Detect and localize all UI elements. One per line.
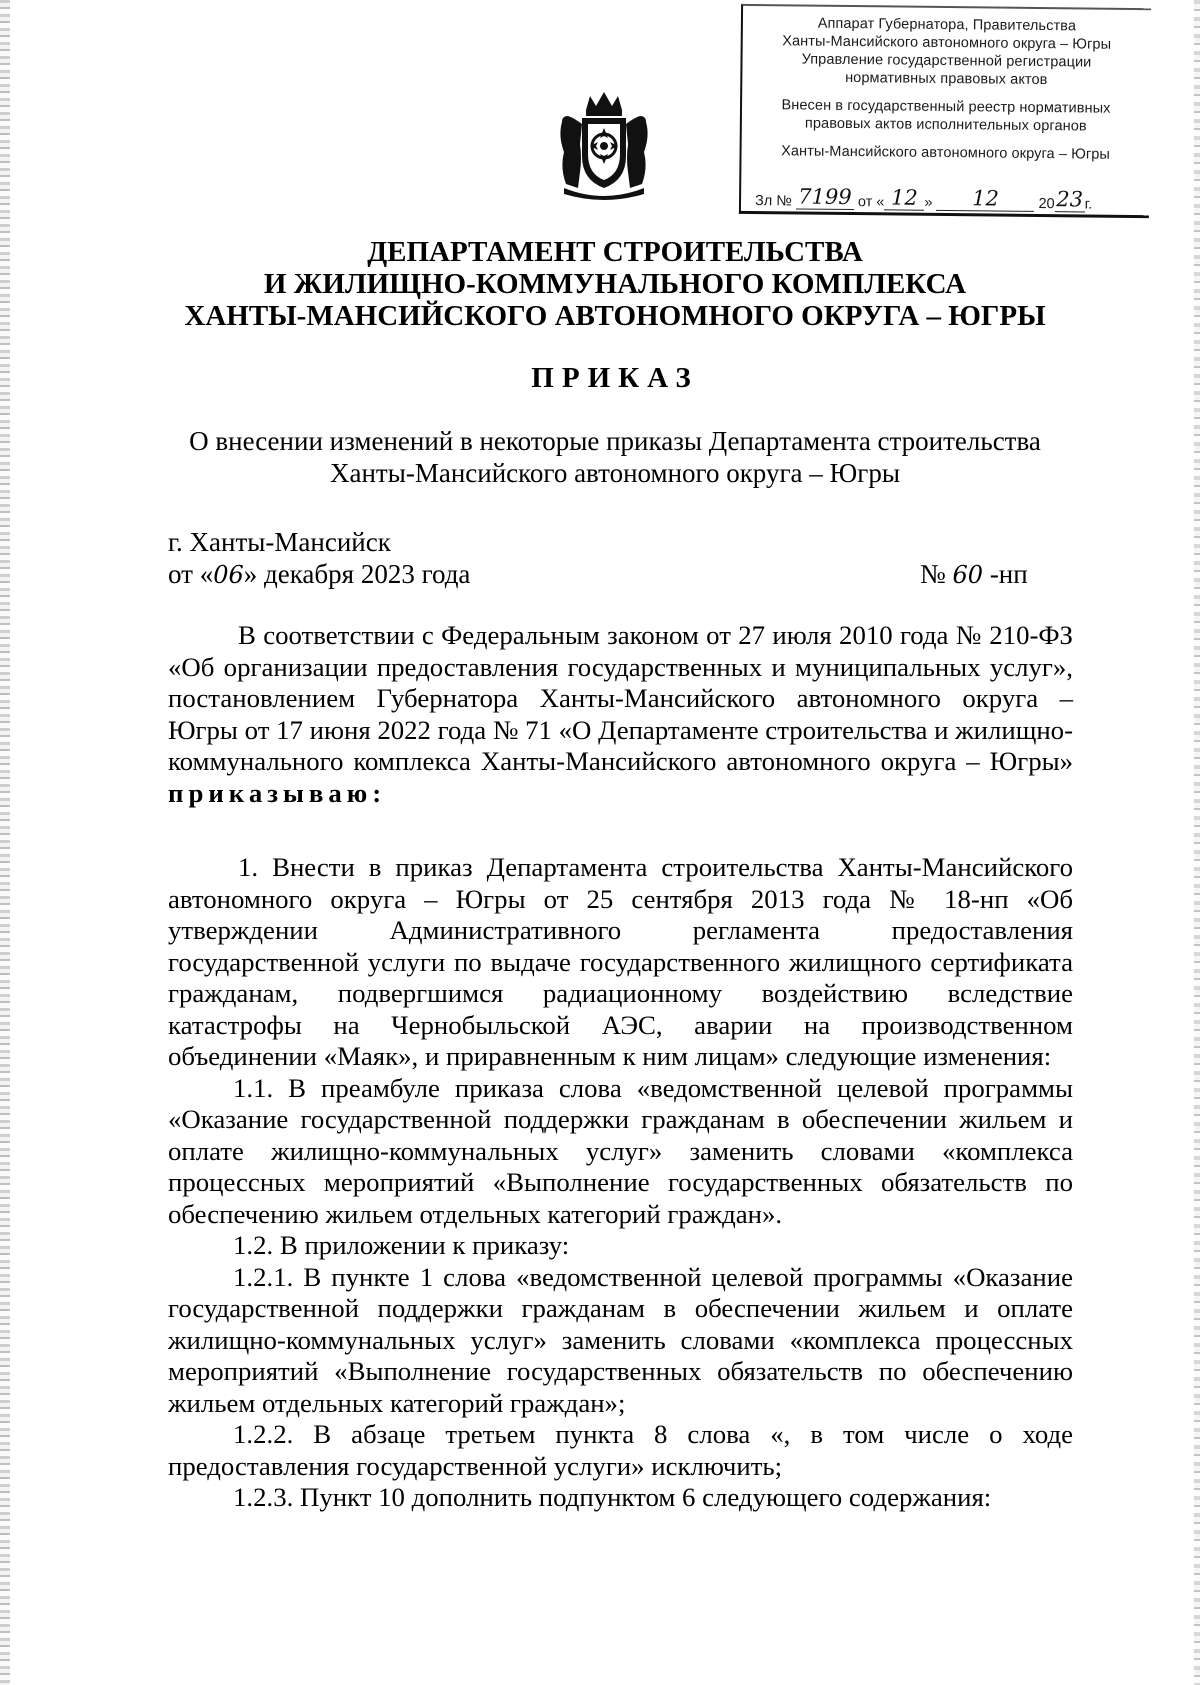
- stamp-line: нормативных правовых актов: [845, 69, 1048, 89]
- order-word: приказываю:: [168, 777, 387, 808]
- department-line: ХАНТЫ-МАНСИЙСКОГО АВТОНОМНОГО ОКРУГА – ЮГРЫ: [184, 300, 1046, 332]
- stamp-line: Управление государственной регистрации: [801, 51, 1092, 71]
- document-number: [920, 558, 1028, 591]
- order-body: [168, 852, 1073, 1514]
- preamble-paragraph: [168, 620, 1073, 809]
- stamp-reg-quote: »: [924, 194, 933, 211]
- stamp-reg-from: от «: [857, 194, 885, 211]
- stamp-reg-month: 12: [936, 186, 1034, 212]
- stamp-reg-number: 7199: [796, 184, 854, 210]
- body-paragraph: 1.2.3. Пункт 10 дополнить подпунктом 6 следующего содержания:: [233, 1482, 992, 1512]
- stamp-line: Ханты-Мансийского автономного округа – Югры: [782, 33, 1112, 53]
- stamp-reg-year-prefix: 20: [1038, 195, 1055, 213]
- stamp-line: Внесен в государственный реестр нормативных: [781, 97, 1111, 117]
- stamp-line: Аппарат Губернатора, Правительства: [817, 15, 1077, 35]
- department-line: И ЖИЛИЩНО-КОММУНАЛЬНОГО КОМПЛЕКСА: [263, 268, 967, 300]
- department-line: ДЕПАРТАМЕНТ СТРОИТЕЛЬСТВА: [367, 236, 863, 268]
- stamp-registration-line: [755, 184, 1139, 213]
- coat-of-arms-emblem: [556, 88, 652, 200]
- date-day-handwritten: 06: [213, 561, 244, 589]
- date-suffix: » декабря 2023 года: [243, 559, 471, 589]
- subject-line: О внесении изменений в некоторые приказы Департамента строительства: [189, 426, 1041, 456]
- registration-stamp: [739, 4, 1151, 218]
- stamp-line: правовых актов исполнительных органов: [804, 115, 1087, 135]
- body-paragraph: 1. Внести в приказ Департамента строительства Ханты-Мансийского автономного округа – Югры от 25 сентября 2013 года № 18-нп «Об утверждении Административного регламента предоставления государственной услуги по выдаче государственного жилищного сертификата гражданам, подвергшимся радиационному воздействию вследствие катастрофы на Чернобыльской АЭС, аварии на производственном объединении «Маяк», и приравненным к ним лицам» следующие изменения:: [168, 852, 1073, 1071]
- document-subject: [0, 425, 1200, 489]
- number-prefix: №: [920, 559, 946, 589]
- stamp-line: Ханты-Мансийского автономного округа – Югры: [781, 143, 1111, 163]
- stamp-reg-year: 23: [1056, 187, 1084, 212]
- number-value-handwritten: 60: [952, 561, 984, 589]
- body-paragraph: 1.1. В преамбуле приказа слова «ведомственной целевой программы «Оказание государственной поддержки гражданам в обеспечении жильем и оплате жилищно-коммунальных услуг» заменить словами «комплекса процессных мероприятий «Выполнение государственных обязательств по обеспечению жильем отдельных категорий граждан».: [168, 1072, 1073, 1229]
- document-type: ПРИКАЗ: [531, 362, 699, 394]
- stamp-reg-year-suffix: г.: [1084, 196, 1093, 213]
- body-paragraph: 1.2.1. В пункте 1 слова «ведомственной целевой программы «Оказание государственной поддержки гражданам в обеспечении жильем и оплате жилищно-коммунальных услуг» заменить словами «комплекса процессных мероприятий «Выполнение государственных обязательств по обеспечению жильем отдельных категорий граждан»;: [168, 1261, 1073, 1418]
- preamble-text: В соответствии с Федеральным законом от 27 июля 2010 года № 210-ФЗ «Об организации предоставления государственных и муниципальных услуг», постановлением Губернатора Ханты-Мансийского автономного округа – Югры от 17 июня 2022 года № 71 «О Департаменте строительства и жилищно-коммунального комплекса Ханты-Мансийского автономного округа – Югры»: [168, 620, 1073, 776]
- stamp-reg-day: 12: [884, 185, 924, 210]
- department-name: [0, 236, 1200, 332]
- body-paragraph: 1.2.2. В абзаце третьем пункта 8 слова «, в том числе о ходе предоставления государственной услуги» исключить;: [168, 1419, 1073, 1481]
- body-paragraph: 1.2. В приложении к приказу:: [233, 1230, 570, 1260]
- issue-date: [168, 558, 470, 591]
- stamp-reg-prefix: Зл №: [754, 193, 792, 210]
- number-suffix: -нп: [989, 559, 1028, 589]
- preamble-block: [168, 620, 1073, 809]
- subject-line: Ханты-Мансийского автономного округа – Югры: [330, 458, 900, 488]
- date-prefix: от «: [168, 559, 214, 589]
- issue-place: г. Ханты-Мансийск: [168, 527, 391, 557]
